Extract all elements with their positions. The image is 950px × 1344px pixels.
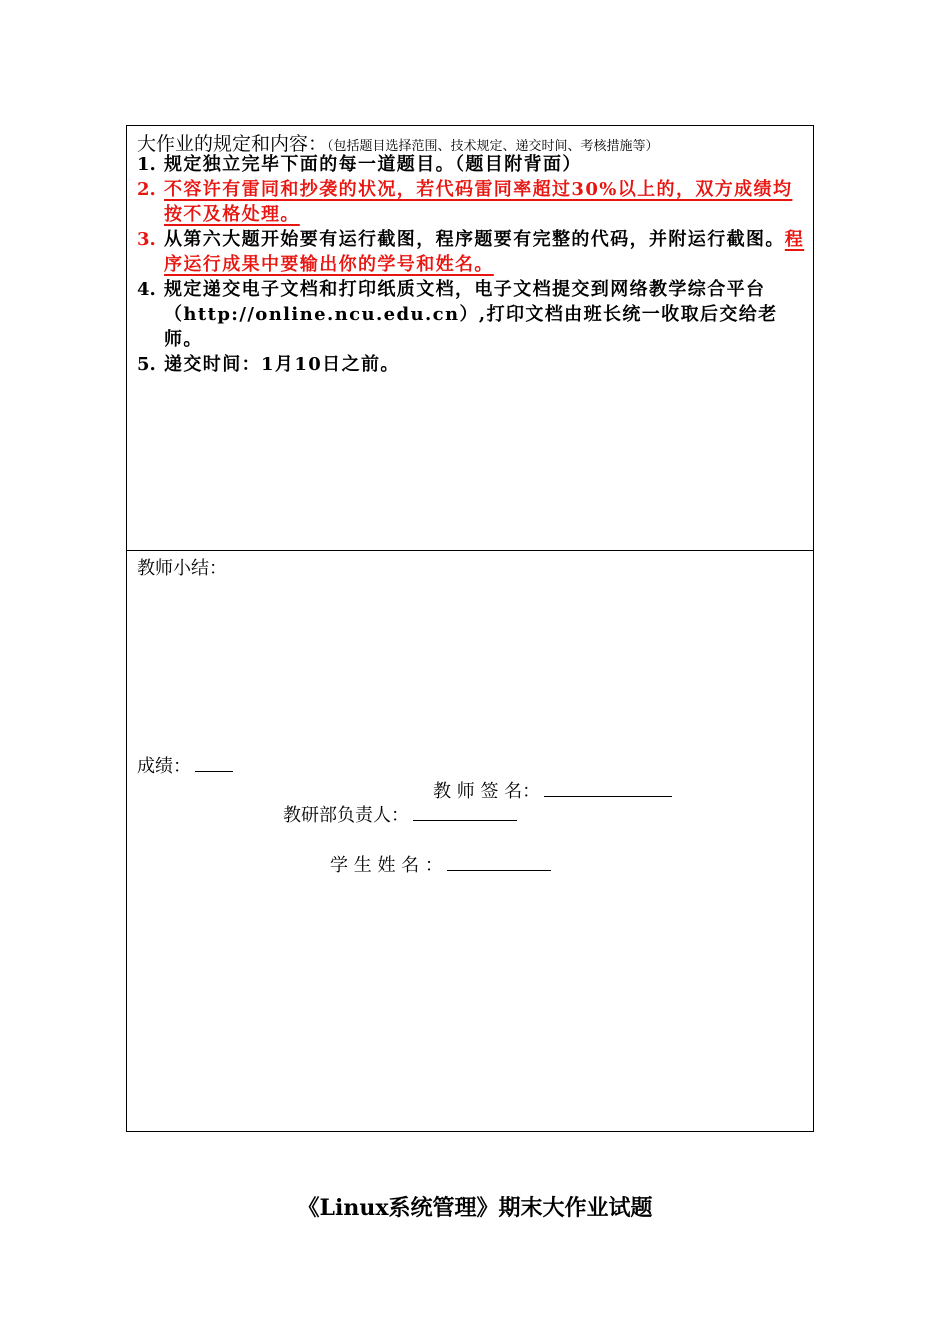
requirement-text-red: 程序运行成果中要输出你的学号和姓名。 bbox=[164, 229, 805, 275]
requirement-text-wrap bbox=[164, 177, 809, 227]
requirement-text: 规定独立完毕下面的每一道题目。（题目附背面） bbox=[164, 154, 582, 175]
dept-head-label: 教研部负责人： bbox=[283, 805, 409, 826]
requirement-number: 2. bbox=[137, 179, 156, 200]
grade-label: 成绩： bbox=[137, 756, 191, 777]
teacher-summary-label: 教师小结： bbox=[137, 558, 227, 579]
dept-head-row bbox=[283, 801, 517, 827]
exam-title: 《Linux系统管理》期末大作业试题 bbox=[297, 1195, 653, 1221]
assignment-table bbox=[126, 125, 814, 1132]
requirement-text: 从第六大题开始要有运行截图，程序题要有完整的代码，并附运行截图。 bbox=[164, 229, 785, 250]
requirement-number: 4. bbox=[137, 279, 156, 300]
grade-row bbox=[137, 752, 233, 778]
teacher-sign-label: 教 师 签 名： bbox=[433, 781, 541, 802]
requirement-text: 规定递交电子文档和打印纸质文档，电子文档提交到网络教学综合平台（http://online.ncu.edu.cn）,打印文档由班长统一收取后交给老师。 bbox=[164, 279, 778, 350]
requirement-item-1 bbox=[137, 152, 809, 177]
requirements-heading-note: （包括题目选择范围、技术规定、递交时间、考核措施等） bbox=[327, 139, 659, 154]
row-divider bbox=[127, 550, 813, 551]
requirement-text-red: 不容许有雷同和抄袭的状况，若代码雷同率超过30%以上的，双方成绩均按不及格处理。 bbox=[164, 179, 793, 225]
teacher-sign-blank[interactable] bbox=[544, 778, 672, 797]
requirement-number: 3. bbox=[137, 229, 156, 250]
requirement-text-wrap bbox=[164, 227, 809, 277]
student-name-row bbox=[330, 851, 551, 877]
teacher-sign-row bbox=[433, 777, 672, 803]
grade-blank[interactable] bbox=[195, 753, 233, 772]
requirements-heading-main: 大作业的规定和内容： bbox=[137, 133, 328, 155]
student-name-label: 学 生 姓 名 ： bbox=[330, 855, 443, 876]
requirement-item-4 bbox=[137, 277, 809, 352]
requirement-number: 5. bbox=[137, 354, 156, 375]
requirement-item-2 bbox=[137, 177, 809, 227]
dept-head-blank[interactable] bbox=[413, 802, 517, 821]
requirement-number: 1. bbox=[137, 154, 156, 175]
requirement-item-3 bbox=[137, 227, 809, 277]
requirement-text: 递交时间：1月10日之前。 bbox=[164, 354, 400, 375]
requirements-list bbox=[137, 152, 809, 377]
requirement-item-5 bbox=[137, 352, 809, 377]
student-name-blank[interactable] bbox=[447, 852, 551, 871]
